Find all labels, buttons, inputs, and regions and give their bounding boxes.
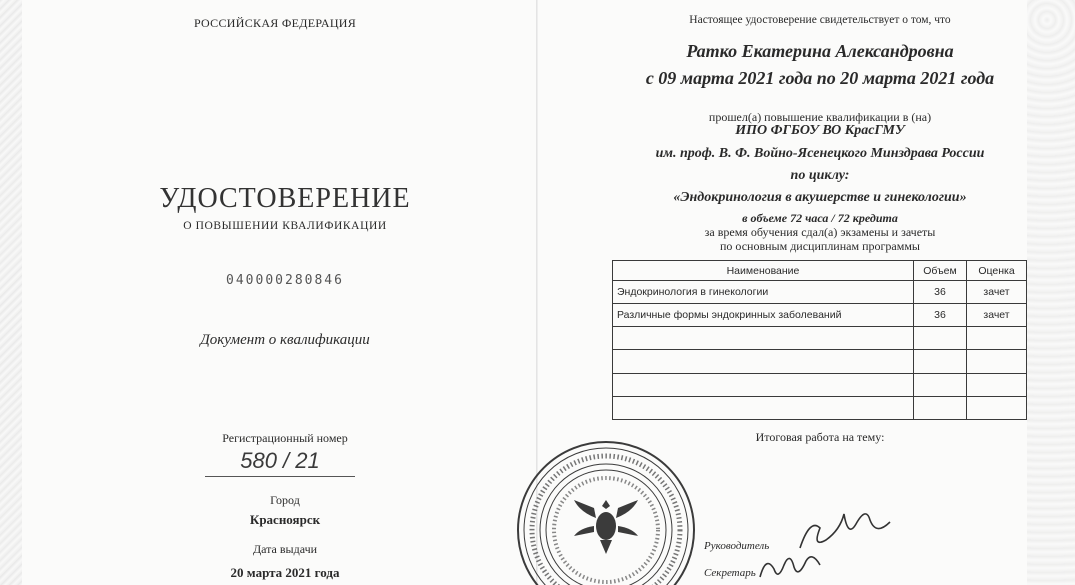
official-seal (514, 438, 698, 585)
cell-hours (914, 396, 967, 419)
table-row (613, 304, 1027, 327)
head-signature-label: Руководитель (704, 540, 770, 552)
institution-line-1: ИПО ФГБОУ ВО КрасГМУ (735, 123, 905, 138)
secretary-signature-label: Секретарь (704, 567, 756, 579)
city-value: Красноярск (249, 512, 321, 527)
exams-text-line-2: по основным дисциплинам программы (719, 239, 920, 253)
document-title: УДОСТОВЕРЕНИЕ (159, 183, 411, 214)
cell-hours: 36 (914, 304, 967, 327)
training-period: с 09 марта 2021 года по 20 марта 2021 года (645, 68, 995, 88)
cell-grade (967, 373, 1027, 396)
cell-grade (967, 396, 1027, 419)
intro-text: Настоящее удостоверение свидетельствует о том, что (689, 14, 951, 26)
header-grade: Оценка (967, 261, 1027, 281)
cell-grade (967, 350, 1027, 373)
cell-grade (967, 327, 1027, 350)
document-subtitle: О ПОВЫШЕНИИ КВАЛИФИКАЦИИ (183, 220, 387, 232)
issue-date-value: 20 марта 2021 года (230, 565, 340, 580)
document-type: Документ о квалификации (200, 332, 370, 348)
cell-discipline (613, 350, 914, 373)
country-heading: РОССИЙСКАЯ ФЕДЕРАЦИЯ (193, 16, 357, 30)
table-row (613, 281, 1027, 304)
cell-hours (914, 327, 967, 350)
cell-discipline: Эндокринология в гинекологии (613, 281, 914, 304)
cell-grade: зачет (967, 304, 1027, 327)
header-name: Наименование (613, 261, 914, 281)
cell-hours (914, 350, 967, 373)
institution-line-2: им. проф. В. Ф. Войно-Ясенецкого Минздрава России (655, 146, 985, 161)
header-volume: Объем (914, 261, 967, 281)
secretary-signature (755, 552, 825, 585)
issue-date-label: Дата выдачи (252, 542, 318, 556)
cell-discipline (613, 396, 914, 419)
course-volume: в объеме 72 часа / 72 кредита (742, 211, 898, 225)
cell-hours: 36 (914, 281, 967, 304)
table-row (613, 350, 1027, 373)
cell-hours (914, 373, 967, 396)
cell-discipline (613, 327, 914, 350)
document-number: 040000280846 (226, 273, 344, 288)
cycle-label: по циклу: (790, 168, 850, 183)
city-label: Город (270, 493, 300, 507)
results-table (612, 260, 1027, 420)
table-row (613, 373, 1027, 396)
passed-text: прошел(а) повышение квалификации в (на) (708, 110, 932, 124)
registration-underline (205, 476, 355, 477)
cell-discipline: Различные формы эндокринных заболеваний (613, 304, 914, 327)
cycle-name: «Эндокринология в акушерстве и гинекологии» (673, 190, 967, 205)
holder-name: Ратко Екатерина Александровна (686, 41, 954, 61)
exams-text-line-1: за время обучения сдал(а) экзамены и зачеты (704, 225, 936, 239)
table-header-row (613, 261, 1027, 281)
cell-grade: зачет (967, 281, 1027, 304)
guilloche-border-left (0, 0, 22, 585)
table-row (613, 396, 1027, 419)
registration-label: Регистрационный номер (222, 431, 348, 445)
registration-number: 580 / 21 (240, 448, 320, 473)
table-row (613, 327, 1027, 350)
final-work-label: Итоговая работа на тему: (755, 430, 885, 444)
cell-discipline (613, 373, 914, 396)
